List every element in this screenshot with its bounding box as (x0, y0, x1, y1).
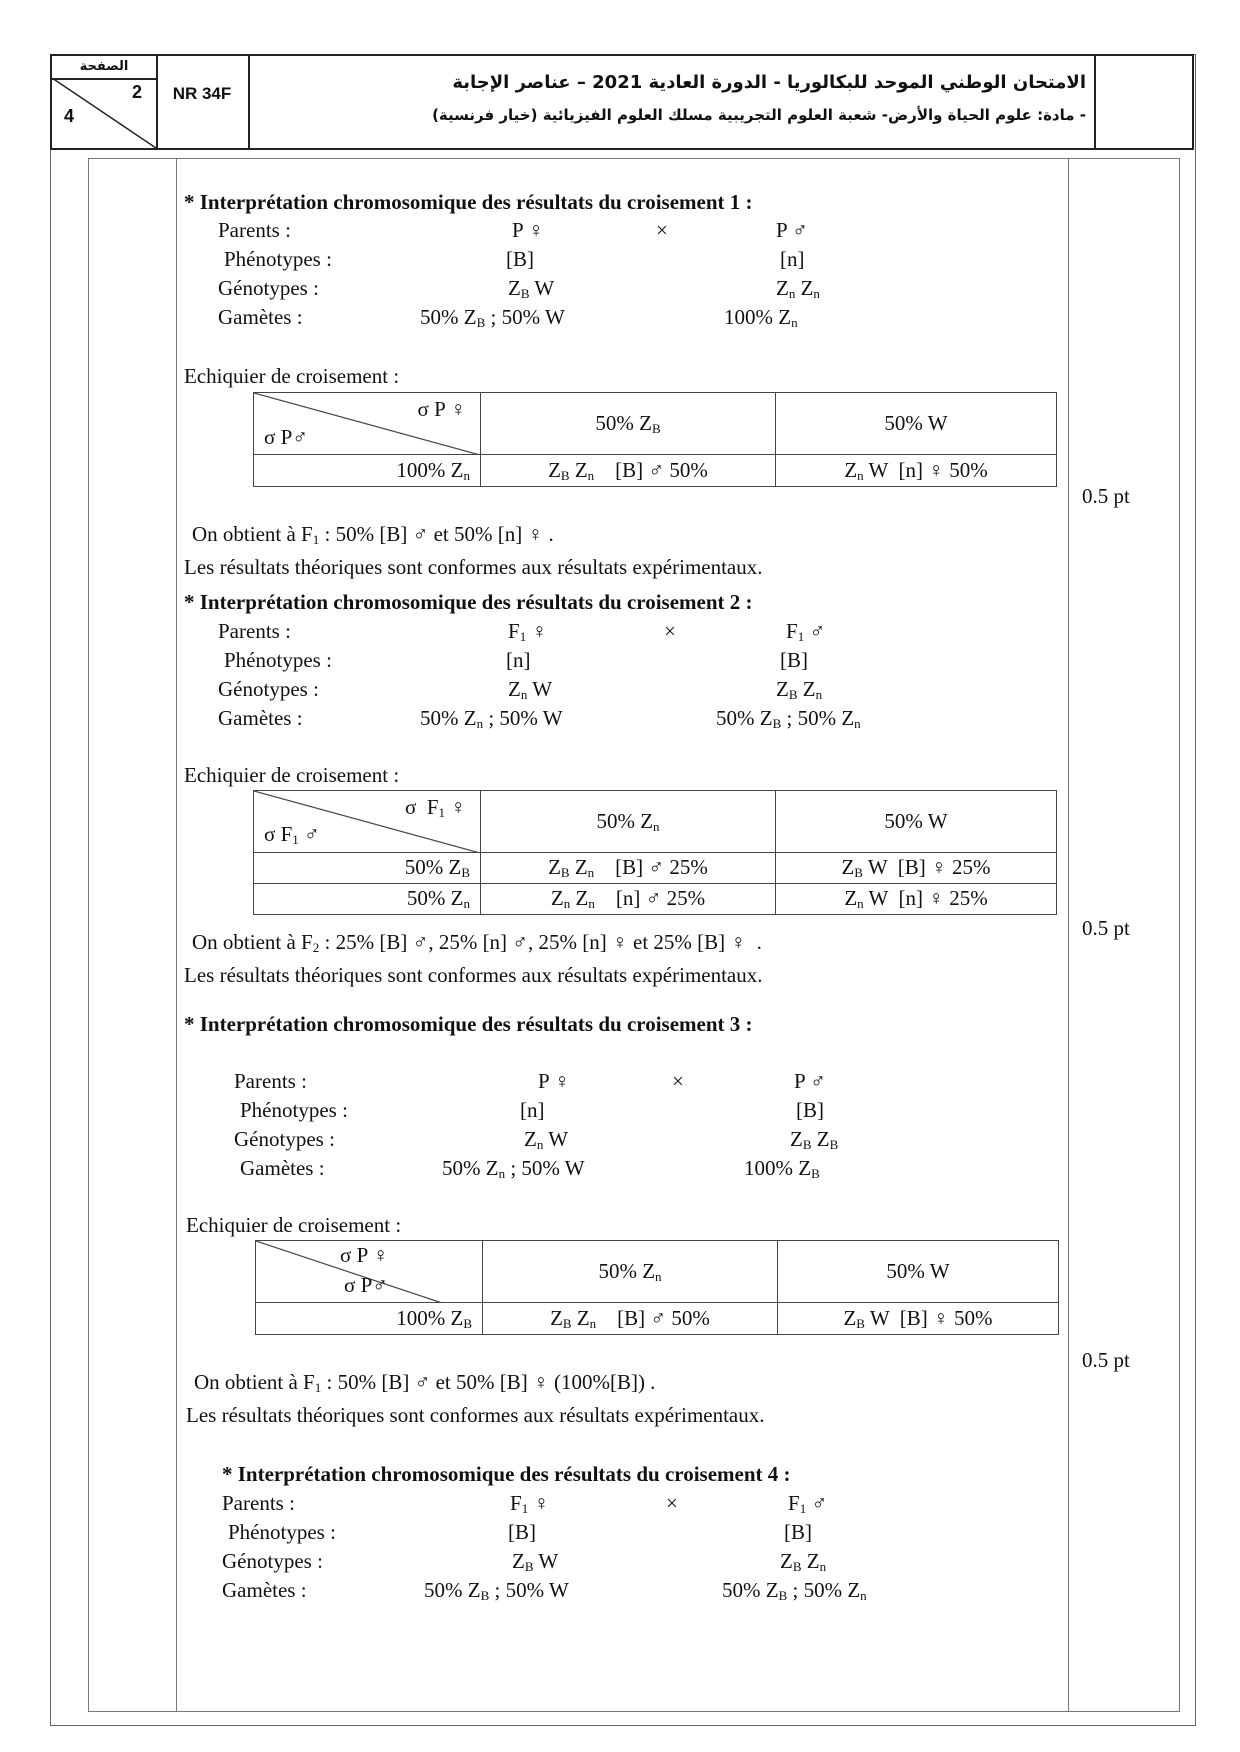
cross1-cross-sign: × (656, 218, 668, 242)
cross3-points: 0.5 pt (1082, 1348, 1130, 1372)
cross3-phenotype-female: [n] (520, 1098, 545, 1122)
cross2-phenotypes-label: Phénotypes : (224, 648, 332, 672)
punnett-corner-cell (256, 1241, 483, 1303)
cross2-points: 0.5 pt (1082, 916, 1130, 940)
cross3-echiquier-label: Echiquier de croisement : (186, 1213, 402, 1237)
cross2-genotypes-label: Génotypes : (218, 677, 319, 701)
cross1-parent-male: P ♂ (776, 218, 808, 242)
cross2-parents-label: Parents : (218, 619, 291, 643)
exam-title-box (248, 56, 1096, 148)
punnett-col-header: 50% $Z_n$ (481, 791, 776, 853)
cross2-genotype-male: $Z_B$ $Z_n$ (776, 677, 823, 702)
cross3-punnett-table (255, 1240, 1059, 1335)
exam-title: الامتحان الوطني الموحد للبكالوريا - الدورة العادية 2021 – عناصر الإجابة (452, 72, 1086, 93)
cross4-genotypes-label: Génotypes : (222, 1549, 323, 1573)
punnett-cell: $Z_B$ W [B] ♀ 25% (776, 853, 1057, 884)
corner-female-label: σ $F_1$ ♀ (405, 795, 466, 820)
cross4-parent-male: $F_1$ ♂ (788, 1491, 828, 1516)
punnett-col-header: 50% W (778, 1241, 1059, 1303)
cross3-conclusion: Les résultats théoriques sont conformes aux résultats expérimentaux. (186, 1403, 765, 1427)
cross3-phenotype-male: [B] (796, 1098, 824, 1122)
cross2-gametes-label: Gamètes : (218, 706, 303, 730)
page-current: 2 (132, 82, 143, 102)
cross1-genotype-male: $Z_n$ $Z_n$ (776, 276, 820, 301)
cross1-parent-female: P ♀ (512, 218, 544, 242)
cross1-phenotypes-label: Phénotypes : (224, 247, 332, 271)
punnett-corner-cell (254, 393, 481, 455)
punnett-row-header: 50% $Z_B$ (254, 853, 481, 884)
cross3-parent-male: P ♂ (794, 1069, 826, 1093)
cross2-conclusion: Les résultats théoriques sont conformes aux résultats expérimentaux. (184, 963, 763, 987)
cross2-result: On obtient à $F_2$ : 25% [B] ♂, 25% [n] ♂, 25% [n] ♀ et 25% [B] ♀ . (192, 930, 762, 955)
cross1-punnett-table (253, 392, 1057, 487)
punnett-cell: $Z_B$ $Z_n$ [B] ♂ 50% (483, 1303, 778, 1335)
punnett-col-header: 50% $Z_B$ (481, 393, 776, 455)
exam-code: NR 34F (172, 84, 232, 103)
cross2-title: * Interprétation chromosomique des résultats du croisement 2 : (184, 590, 753, 614)
cross4-gametes-female: 50% $Z_B$ ; 50% W (424, 1578, 569, 1603)
cross1-phenotype-female: [B] (506, 247, 534, 271)
cross2-phenotype-male: [B] (780, 648, 808, 672)
page-number-box (52, 56, 158, 148)
cross3-genotype-male: $Z_B$ $Z_B$ (790, 1127, 839, 1152)
cross2-phenotype-female: [n] (506, 648, 531, 672)
cross3-result: On obtient à $F_1$ : 50% [B] ♂ et 50% [B] ♀ (100%[B]) . (194, 1370, 656, 1395)
punnett-col-header: 50% $Z_n$ (483, 1241, 778, 1303)
cross1-result: On obtient à $F_1$ : 50% [B] ♂ et 50% [n] ♀ . (192, 522, 554, 547)
cross3-phenotypes-label: Phénotypes : (240, 1098, 348, 1122)
cross1-points: 0.5 pt (1082, 484, 1130, 508)
cross1-title: * Interprétation chromosomique des résultats du croisement 1 : (184, 190, 753, 214)
corner-female-label: σ P ♀ (417, 397, 466, 421)
cross1-conclusion: Les résultats théoriques sont conformes aux résultats expérimentaux. (184, 555, 763, 579)
cross2-parent-female: $F_1$ ♀ (508, 619, 548, 644)
cross3-genotype-female: $Z_n$ W (524, 1127, 569, 1152)
cross2-gametes-female: 50% $Z_n$ ; 50% W (420, 706, 563, 731)
page-total: 4 (64, 106, 75, 126)
cross4-gametes-male: 50% $Z_B$ ; 50% $Z_n$ (722, 1578, 867, 1603)
punnett-corner-cell (254, 791, 481, 853)
corner-male-label: σ P♂ (264, 425, 308, 449)
cross1-gametes-male: 100% $Z_n$ (724, 305, 798, 330)
cross4-phenotype-male: [B] (784, 1520, 812, 1544)
cross1-parents-label: Parents : (218, 218, 291, 242)
punnett-row-header: 100% $Z_B$ (256, 1303, 483, 1335)
punnett-cell: $Z_n$ $Z_n$ [n] ♂ 25% (481, 884, 776, 915)
cross2-cross-sign: × (664, 619, 676, 643)
cross3-gametes-female: 50% $Z_n$ ; 50% W (442, 1156, 585, 1181)
cross1-echiquier-label: Echiquier de croisement : (184, 364, 400, 388)
cross3-genotypes-label: Génotypes : (234, 1127, 335, 1151)
left-margin-line (176, 158, 177, 1712)
cross3-cross-sign: × (672, 1069, 684, 1093)
corner-male-label: σ P♂ (344, 1273, 388, 1297)
punnett-cell: $Z_B$ $Z_n$ [B] ♂ 50% (481, 455, 776, 487)
cross4-cross-sign: × (666, 1491, 678, 1515)
cross1-phenotype-male: [n] (780, 247, 805, 271)
cross2-genotype-female: $Z_n$ W (508, 677, 553, 702)
exam-header (50, 54, 1194, 150)
cross3-gametes-label: Gamètes : (240, 1156, 325, 1180)
cross4-parent-female: $F_1$ ♀ (510, 1491, 550, 1516)
cross4-phenotypes-label: Phénotypes : (228, 1520, 336, 1544)
cross2-punnett-table (253, 790, 1057, 915)
punnett-cell: $Z_B$ W [B] ♀ 50% (778, 1303, 1059, 1335)
punnett-cell: $Z_B$ $Z_n$ [B] ♂ 25% (481, 853, 776, 884)
punnett-cell: $Z_n$ W [n] ♀ 50% (776, 455, 1057, 487)
punnett-col-header: 50% W (776, 393, 1057, 455)
cross1-gametes-label: Gamètes : (218, 305, 303, 329)
cross1-gametes-female: 50% $Z_B$ ; 50% W (420, 305, 565, 330)
cross3-gametes-male: 100% $Z_B$ (744, 1156, 820, 1181)
punnett-cell: $Z_n$ W [n] ♀ 25% (776, 884, 1057, 915)
cross1-genotypes-label: Génotypes : (218, 276, 319, 300)
cross4-title: * Interprétation chromosomique des résultats du croisement 4 : (222, 1462, 791, 1486)
cross4-parents-label: Parents : (222, 1491, 295, 1515)
cross4-genotype-male: $Z_B$ $Z_n$ (780, 1549, 827, 1574)
cross3-parent-female: P ♀ (538, 1069, 570, 1093)
corner-male-label: σ $F_1$ ♂ (264, 822, 320, 847)
exam-code-box (156, 56, 250, 148)
cross2-gametes-male: 50% $Z_B$ ; 50% $Z_n$ (716, 706, 861, 731)
cross4-phenotype-female: [B] (508, 1520, 536, 1544)
cross4-gametes-label: Gamètes : (222, 1578, 307, 1602)
punnett-col-header: 50% W (776, 791, 1057, 853)
exam-subtitle: - مادة: علوم الحياة والأرض- شعبة العلوم التجريبية مسلك العلوم الفيزيائية (خيار فرنسية) (432, 106, 1086, 124)
corner-female-label: σ P ♀ (340, 1243, 389, 1267)
page-label: الصفحة (52, 56, 156, 80)
cross2-echiquier-label: Echiquier de croisement : (184, 763, 400, 787)
cross4-genotype-female: $Z_B$ W (512, 1549, 559, 1574)
punnett-row-header: 100% $Z_n$ (254, 455, 481, 487)
cross2-parent-male: $F_1$ ♂ (786, 619, 826, 644)
cross3-parents-label: Parents : (234, 1069, 307, 1093)
points-column-line (1068, 158, 1069, 1712)
punnett-row-header: 50% $Z_n$ (254, 884, 481, 915)
cross3-title: * Interprétation chromosomique des résultats du croisement 3 : (184, 1012, 753, 1036)
cross1-genotype-female: $Z_B$ W (508, 276, 555, 301)
